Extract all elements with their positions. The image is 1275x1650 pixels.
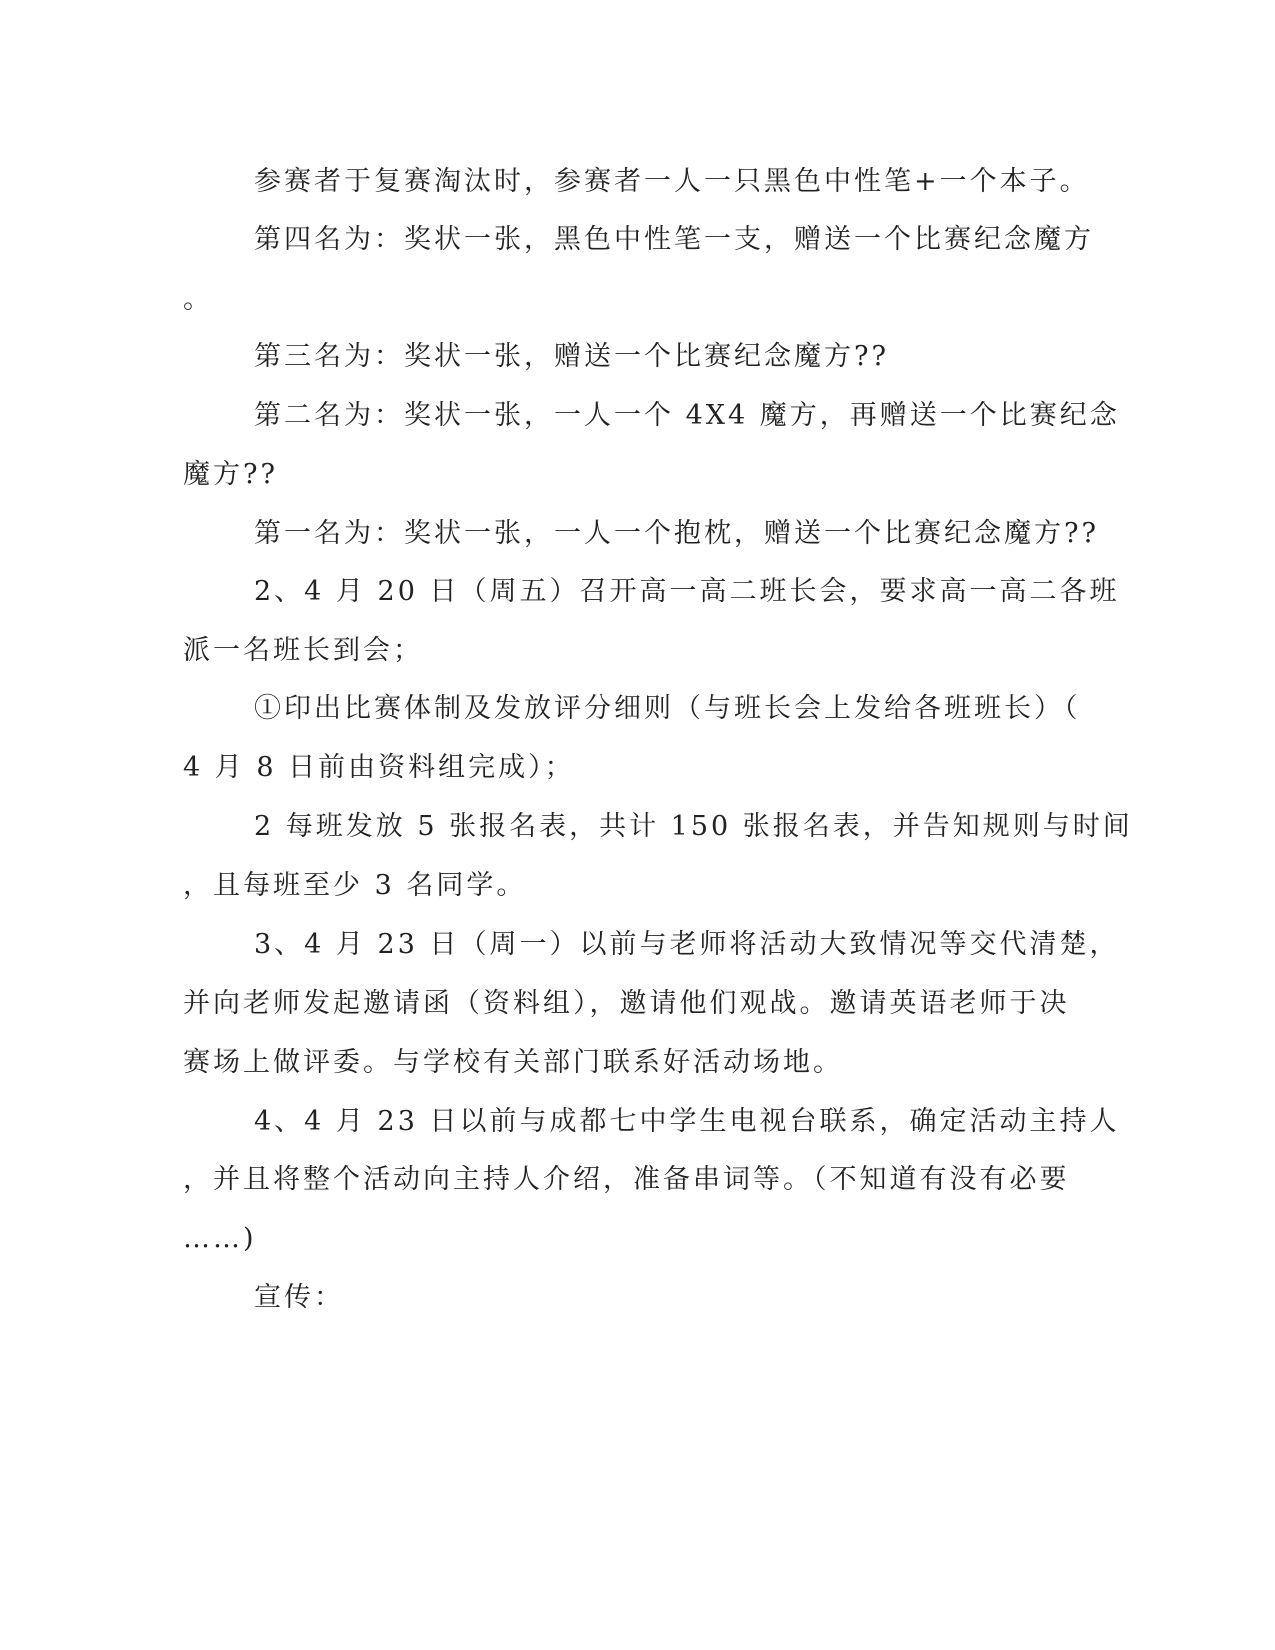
paragraph-line: 并向老师发起邀请函（资料组），邀请他们观战。邀请英语老师于决 bbox=[183, 988, 1070, 1019]
paragraph-line: 派一名班长到会； bbox=[183, 635, 423, 666]
section-heading: 宣传： bbox=[254, 1282, 344, 1313]
paragraph-line: 赛场上做评委。与学校有关部门联系好活动场地。 bbox=[183, 1047, 843, 1078]
paragraph-line: 。 bbox=[183, 284, 213, 315]
paragraph-line: 第一名为：奖状一张，一人一个抱枕，赠送一个比赛纪念魔方?? bbox=[254, 518, 1099, 549]
paragraph-line: ……) bbox=[183, 1223, 257, 1254]
paragraph-line: ，并且将整个活动向主持人介绍，准备串词等。（不知道有没有必要 bbox=[183, 1164, 1070, 1195]
paragraph-line: 第四名为：奖状一张，黑色中性笔一支，赠送一个比赛纪念魔方 bbox=[254, 224, 1094, 255]
paragraph-line: ，且每班至少 3 名同学。 bbox=[183, 870, 527, 901]
paragraph-line: 第二名为：奖状一张，一人一个 4X4 魔方，再赠送一个比赛纪念 bbox=[254, 400, 1120, 431]
paragraph-line: 4 月 8 日前由资料组完成）； bbox=[183, 752, 575, 783]
paragraph-line: 4、4 月 23 日以前与成都七中学生电视台联系，确定活动主持人 bbox=[254, 1106, 1120, 1137]
paragraph-line: 魔方?? bbox=[183, 459, 278, 490]
paragraph-line: 参赛者于复赛淘汰时，参赛者一人一只黑色中性笔+一个本子。 bbox=[254, 166, 1090, 197]
paragraph-line: 第三名为：奖状一张，赠送一个比赛纪念魔方?? bbox=[254, 341, 889, 372]
paragraph-line: ①印出比赛体制及发放评分细则（与班长会上发给各班班长）（ bbox=[254, 693, 1081, 724]
paragraph-line: 2、4 月 20 日（周五）召开高一高二班长会，要求高一高二各班 bbox=[254, 576, 1120, 607]
paragraph-line: 3、4 月 23 日（周一）以前与老师将活动大致情况等交代清楚， bbox=[254, 929, 1120, 960]
paragraph-line: 2 每班发放 5 张报名表，共计 150 张报名表，并告知规则与时间 bbox=[254, 811, 1133, 842]
